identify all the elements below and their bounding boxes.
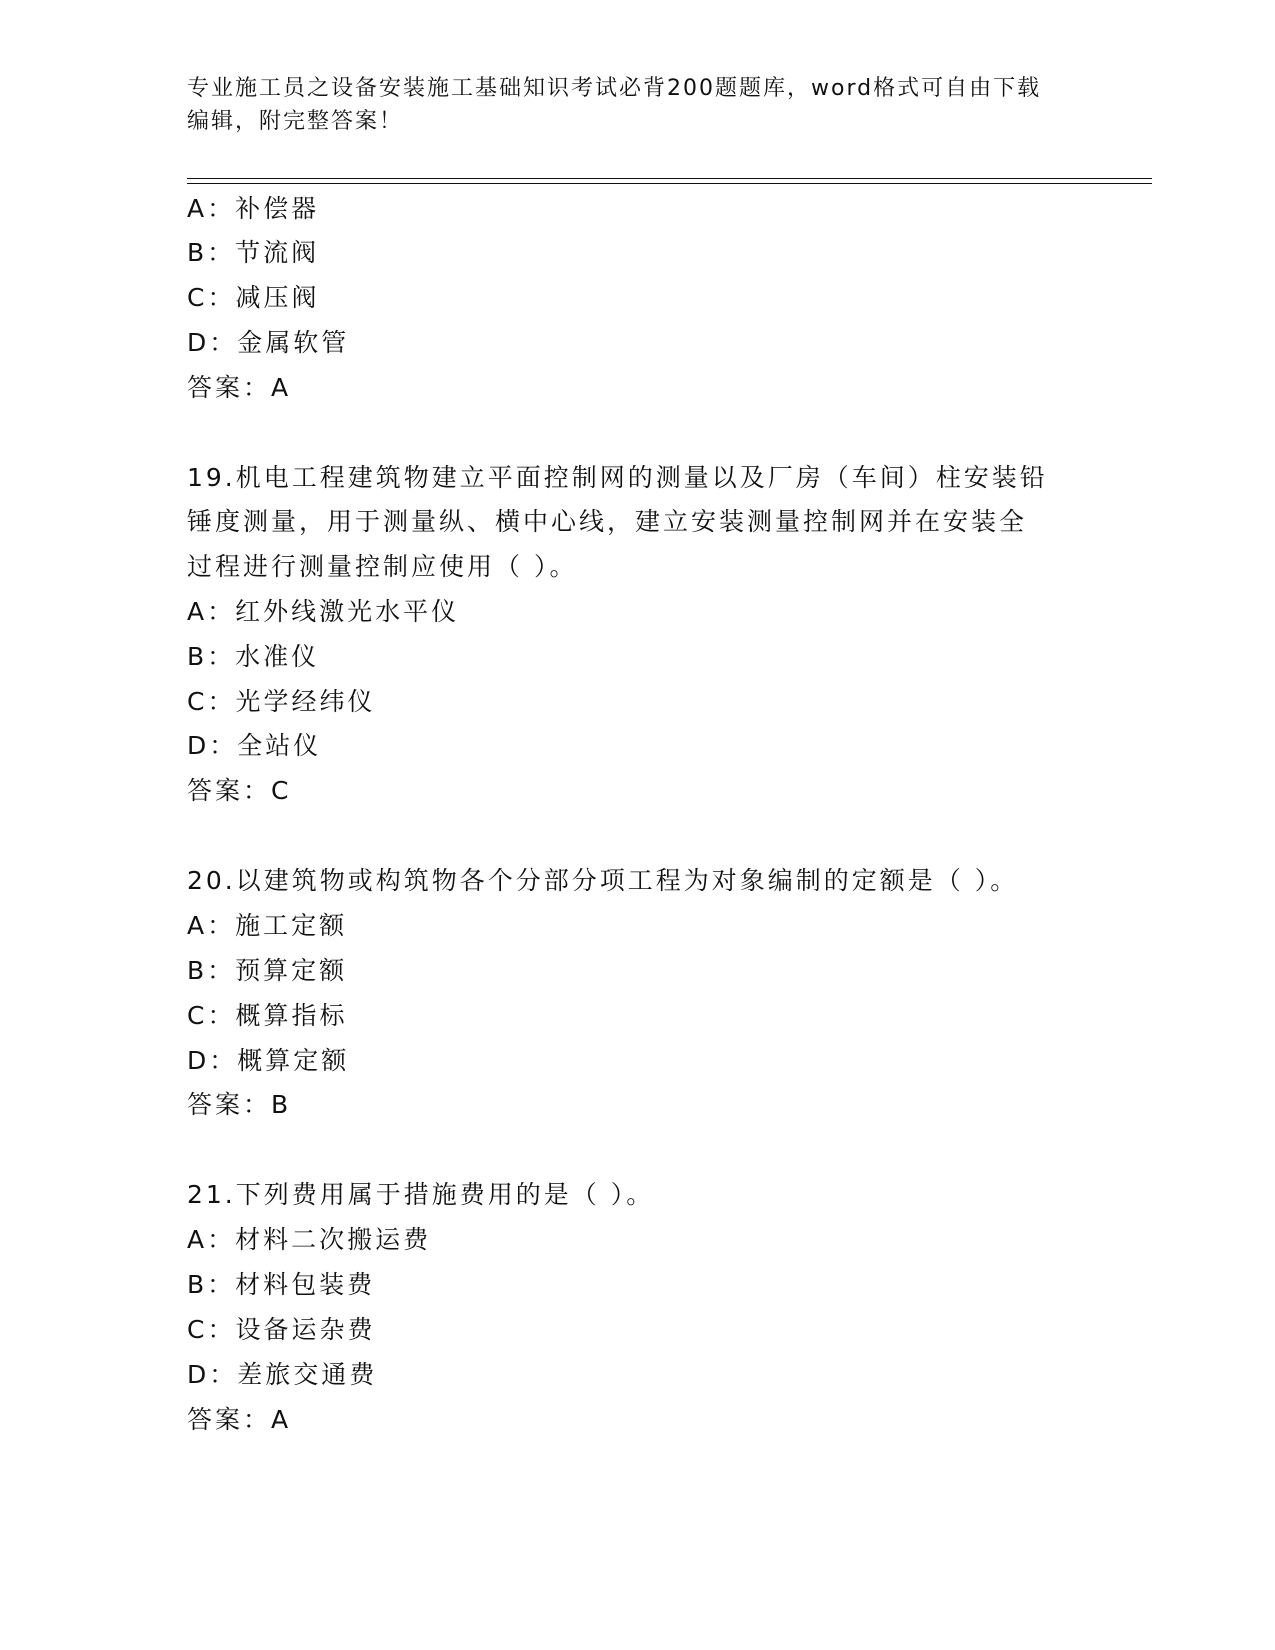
option-a: A：材料二次搬运费 — [187, 1225, 432, 1254]
question-20-line-1: 20.以建筑物或构筑物各个分部分项工程为对象编制的定额是（ ）。 — [187, 866, 1019, 895]
option-a: A：施工定额 — [187, 911, 348, 940]
option-b: B：预算定额 — [187, 956, 348, 985]
answer: 答案：B — [187, 1090, 292, 1119]
header-rule-bottom — [187, 183, 1152, 184]
option-d: D：金属软管 — [187, 328, 350, 357]
option-a: A：补偿器 — [187, 194, 320, 223]
option-b: B：材料包装费 — [187, 1270, 376, 1299]
header-rule-top — [187, 178, 1152, 179]
question-19-line-2: 锤度测量，用于测量纵、横中心线，建立安装测量控制网并在安装全 — [187, 507, 1028, 536]
option-b: B：节流阀 — [187, 238, 320, 267]
option-b: B：水准仪 — [187, 642, 320, 671]
answer: 答案：C — [187, 776, 292, 805]
option-c: C：概算指标 — [187, 1001, 348, 1030]
option-d: D：全站仪 — [187, 731, 322, 760]
option-c: C：光学经纬仪 — [187, 687, 376, 716]
question-21-line-1: 21.下列费用属于措施费用的是（ ）。 — [187, 1180, 655, 1209]
option-d: D：差旅交通费 — [187, 1360, 378, 1389]
option-c: C：设备运杂费 — [187, 1315, 376, 1344]
header-title-line-2: 编辑，附完整答案！ — [187, 109, 404, 134]
document-header — [187, 72, 1067, 138]
question-19-line-3: 过程进行测量控制应使用（ ）。 — [187, 552, 578, 581]
question-19-line-1: 19.机电工程建筑物建立平面控制网的测量以及厂房（车间）柱安装铅 — [187, 463, 1048, 492]
answer: 答案：A — [187, 373, 292, 402]
option-a: A：红外线激光水平仪 — [187, 597, 460, 626]
option-c: C：减压阀 — [187, 283, 320, 312]
header-title-line-1: 专业施工员之设备安装施工基础知识考试必背200题题库，word格式可自由下载 — [187, 76, 1042, 101]
answer: 答案：A — [187, 1405, 292, 1434]
option-d: D：概算定额 — [187, 1046, 350, 1075]
